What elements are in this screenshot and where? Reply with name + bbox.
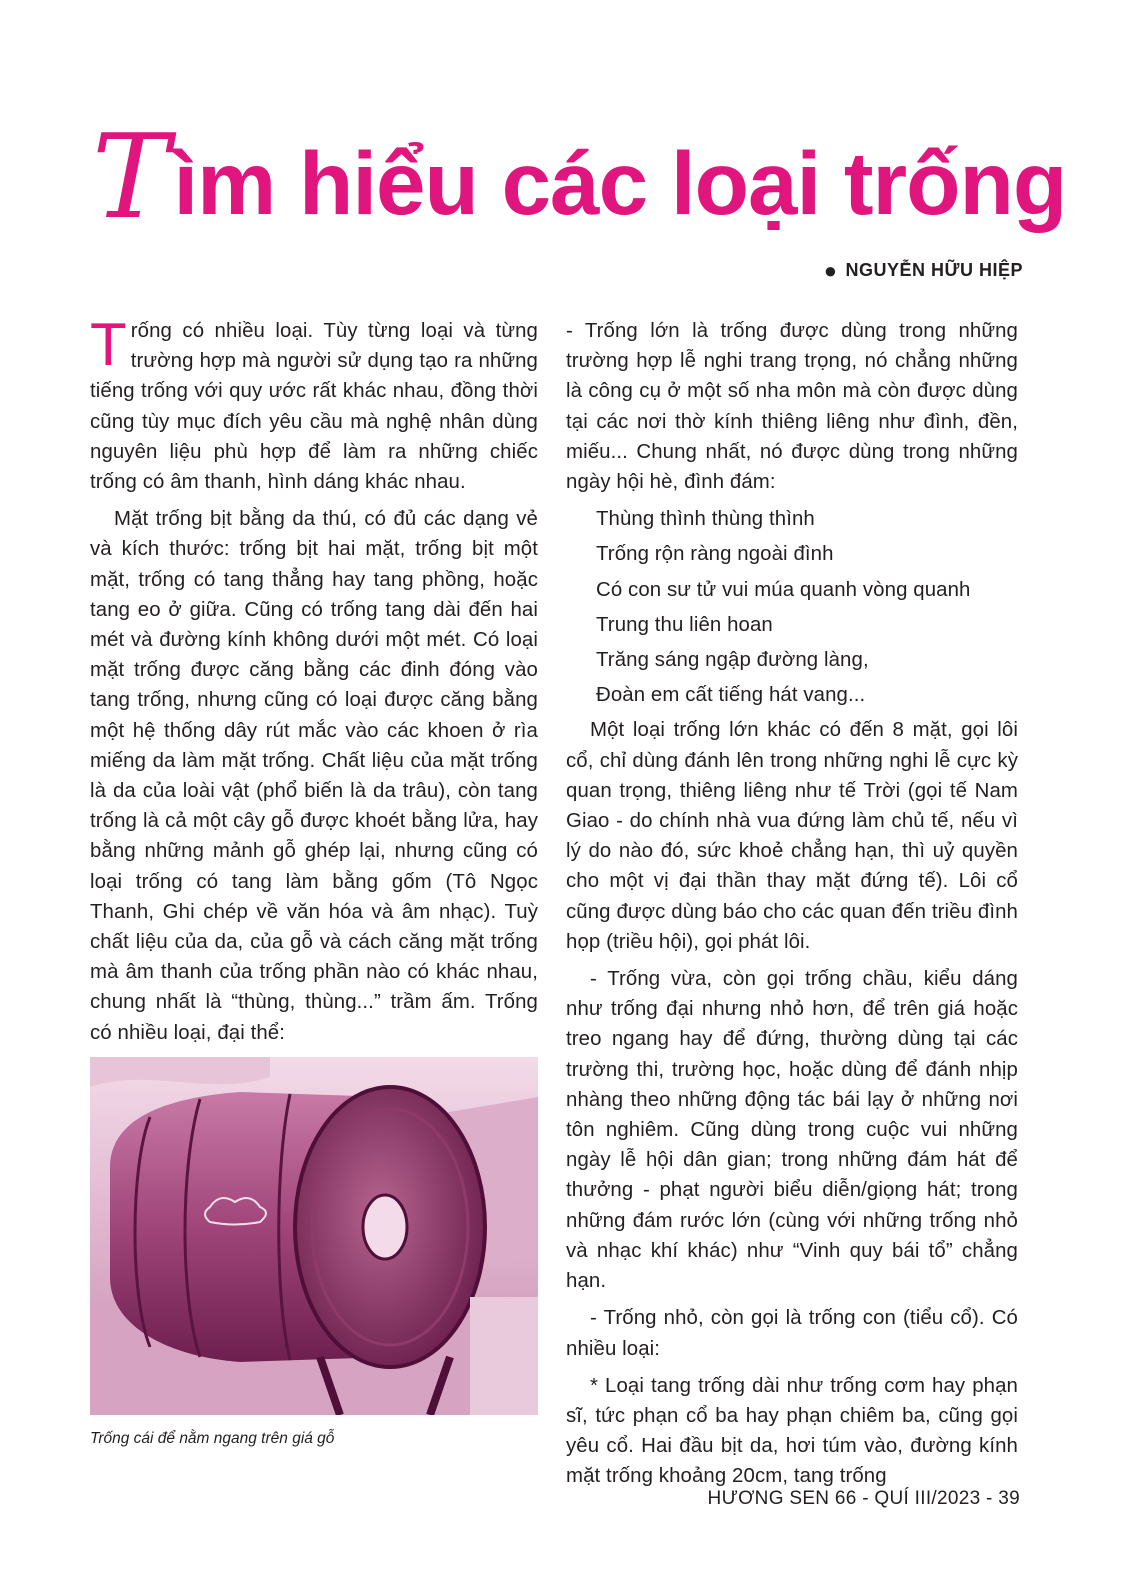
verse-line: Đoàn em cất tiếng hát vang... <box>596 684 866 707</box>
paragraph: - Trống vừa, còn gọi trống chầu, kiểu dáng như trống đại nhưng nhỏ hơn, để trên giá hoặc treo ngang hay để đứng, thường dùng tại các trường thi, trường học, hoặc dùng để đánh nhịp nhàng theo những động tác bái lạy ở những nơi tôn nghiêm. Cũng dùng trong cuộc vui những ngày lễ hội dân gian; trong những đám hát để thưởng - phạt người biểu diễn/giọng hát; trong những đám rước lớn (cùng với những trống nhỏ và nhạc khí khác) như “Vinh quy bái tổ” chẳng hạn. <box>566 968 1018 1293</box>
left-column <box>90 311 538 1055</box>
verse-line: Trăng sáng ngập đường làng, <box>596 649 869 672</box>
verse-line: Trung thu liên hoan <box>596 613 773 636</box>
right-column <box>566 316 1018 1499</box>
title-initial: T <box>92 110 170 245</box>
paragraph: Mặt trống bịt bằng da thú, có đủ các dạng vẻ và kích thước: trống bịt hai mặt, trống bịt một mặt, trống có tang thẳng hay tang phồng, hoặc tang eo ở giữa. Cũng có trống tang dài đến hai mét và đường kính không dưới một mét. Có loại mặt trống được căng bằng các đinh đóng vào tang trống, nhưng cũng có loại được căng bằng một hệ thống dây rút mắc vào các khoen ở rìa miếng da làm mặt trống. Chất liệu của mặt trống là da của loài vật (phổ biến là da trâu), còn tang trống là cả một cây gỗ được khoét bằng lửa, hay bằng những mảnh gỗ ghép lại, nhưng cũng có loại trống có tang làm bằng gốm (Tô Ngọc Thanh, Ghi chép về văn hóa và âm nhạc). Tuỳ chất liệu của da, của gỗ và cách căng mặt trống mà âm thanh của trống phần nào có khác nhau, chung nhất là “thùng, thùng...” trầm ấm. Trống có nhiều loại, đại thể: <box>90 508 538 1044</box>
drum-illustration <box>90 1057 538 1415</box>
paragraph <box>90 311 538 497</box>
title-text: ìm hiểu các loại trống <box>173 133 1067 233</box>
author-name: NGUYỄN HỮU HIỆP <box>845 259 1023 280</box>
drum-photo <box>90 1057 538 1415</box>
author-byline <box>824 258 1023 284</box>
paragraph: - Trống nhỏ, còn gọi là trống con (tiểu cổ). Có nhiều loại: <box>566 1307 1018 1360</box>
bullet-icon: ● <box>823 258 838 283</box>
verse-line: Thùng thình thùng thình <box>596 508 815 531</box>
photo-caption: Trống cái để nằm ngang trên giá gỗ <box>90 1430 335 1447</box>
page-footer: HƯƠNG SEN 66 - QUÍ III/2023 - 39 <box>707 1488 1020 1509</box>
verse-line: Có con sư tử vui múa quanh vòng quanh <box>596 578 971 601</box>
article-title <box>92 110 1067 248</box>
drop-cap: T <box>90 311 127 378</box>
paragraph-text: rống có nhiều loại. Tùy từng loại và từng trường hợp mà người sử dụng tạo ra những tiếng trống với quy ước rất khác nhau, đồng thời cũng tùy mục đích yêu cầu mà nghệ nhân dùng nguyên liệu phù hợp để làm ra những chiếc trống có âm thanh, hình dáng khác nhau. <box>90 320 538 494</box>
paragraph: - Trống lớn là trống được dùng trong những trường hợp lễ nghi trang trọng, nó chẳng những là công cụ ở một số nha môn mà còn được dùng tại các nơi thờ kính thiêng liêng như đình, đền, miếu... Chung nhất, nó được dùng trong những ngày hội hè, đình đám: <box>566 320 1018 494</box>
paragraph: Một loại trống lớn khác có đến 8 mặt, gọi lôi cổ, chỉ dùng đánh lên trong những nghi lễ cực kỳ quan trọng, thiêng liêng như tế Trời (gọi tế Nam Giao - do chính nhà vua đứng làm chủ tế, nếu vì lý do nào đó, sức khoẻ chẳng hạn, thì uỷ quyền cho một vị đại thần thay mặt đứng tế). Lôi cổ cũng được dùng báo cho các quan đến triều đình họp (triều hội), gọi phát lôi. <box>566 719 1018 953</box>
paragraph: * Loại tang trống dài như trống cơm hay phạn sĩ, tức phạn cổ ba hay phạn chiêm ba, cũng gọi yêu cổ. Hai đầu bịt da, hơi túm vào, đường kính mặt trống khoảng 20cm, tang trống <box>566 1374 1018 1488</box>
verse-line: Trống rộn ràng ngoài đình <box>596 543 834 566</box>
